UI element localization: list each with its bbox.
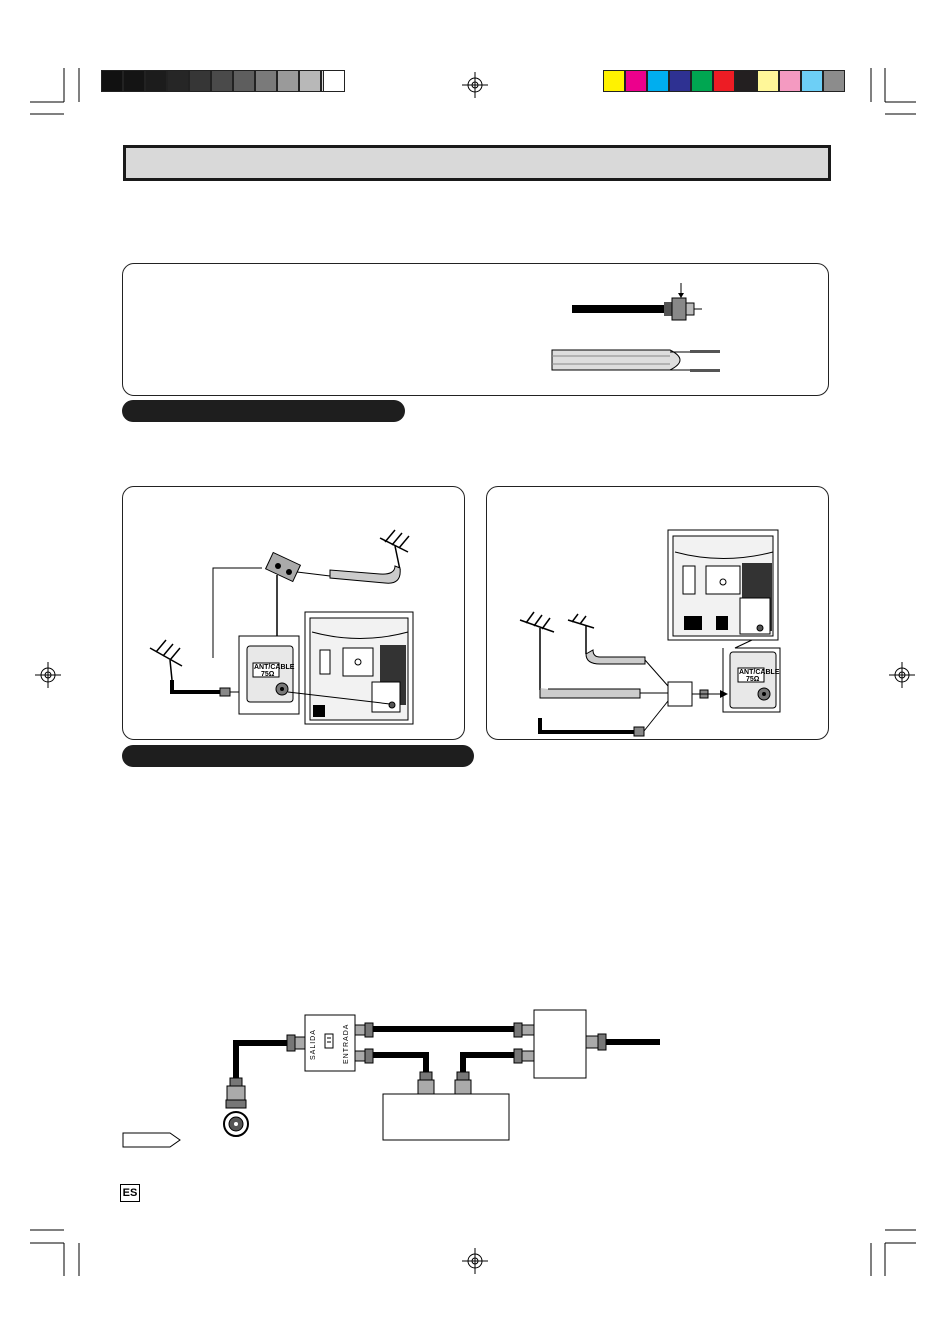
- tv-back-icon: [305, 612, 413, 724]
- ant-cable-text: ANT/CABLE: [254, 664, 295, 671]
- cable-diagram: [224, 1010, 660, 1140]
- swatch: [603, 70, 625, 92]
- swatch: [647, 70, 669, 92]
- twin-lead-icon: [552, 350, 720, 372]
- ohm-text: 75Ω: [261, 671, 275, 678]
- tv-back-icon: [668, 530, 778, 640]
- input-label: ENTRADA: [343, 1023, 350, 1064]
- splitter-icon: [668, 682, 692, 706]
- antenna-icon: [380, 530, 409, 570]
- section-title-bar: [123, 145, 831, 181]
- antenna-icon: [150, 640, 182, 680]
- arrow-icon: [123, 1133, 180, 1147]
- antenna-icon: [520, 612, 554, 690]
- registration-mark-icon: [889, 662, 915, 688]
- crop-mark-icon: [871, 1230, 916, 1276]
- section-heading-pill: [122, 745, 474, 767]
- section-heading-pill: [122, 400, 405, 422]
- ohm-label: [261, 671, 274, 678]
- registration-mark-icon: [462, 1248, 488, 1274]
- output-label: SALIDA: [310, 1029, 317, 1060]
- ant-cable-text: ANT/CABLE: [739, 669, 780, 676]
- swatch: [735, 70, 757, 92]
- color-bar: [0, 0, 950, 100]
- swatch: [713, 70, 735, 92]
- antenna-icon: [568, 614, 594, 654]
- coax-plug-icon: [572, 283, 702, 320]
- swatch: [691, 70, 713, 92]
- splitter-icon: [266, 553, 301, 582]
- crop-mark-icon: [30, 1230, 79, 1276]
- registration-mark-icon: [35, 662, 61, 688]
- ant-cable-label: [739, 669, 779, 676]
- language-badge: ES: [120, 1184, 140, 1202]
- ant-cable-label: [254, 664, 294, 671]
- ohm-label: [746, 676, 759, 683]
- swatch: [757, 70, 779, 92]
- ohm-text: 75Ω: [746, 676, 760, 683]
- swatch: [801, 70, 823, 92]
- swatch: [823, 70, 845, 92]
- swatch: [669, 70, 691, 92]
- swatch: [779, 70, 801, 92]
- swatch: [625, 70, 647, 92]
